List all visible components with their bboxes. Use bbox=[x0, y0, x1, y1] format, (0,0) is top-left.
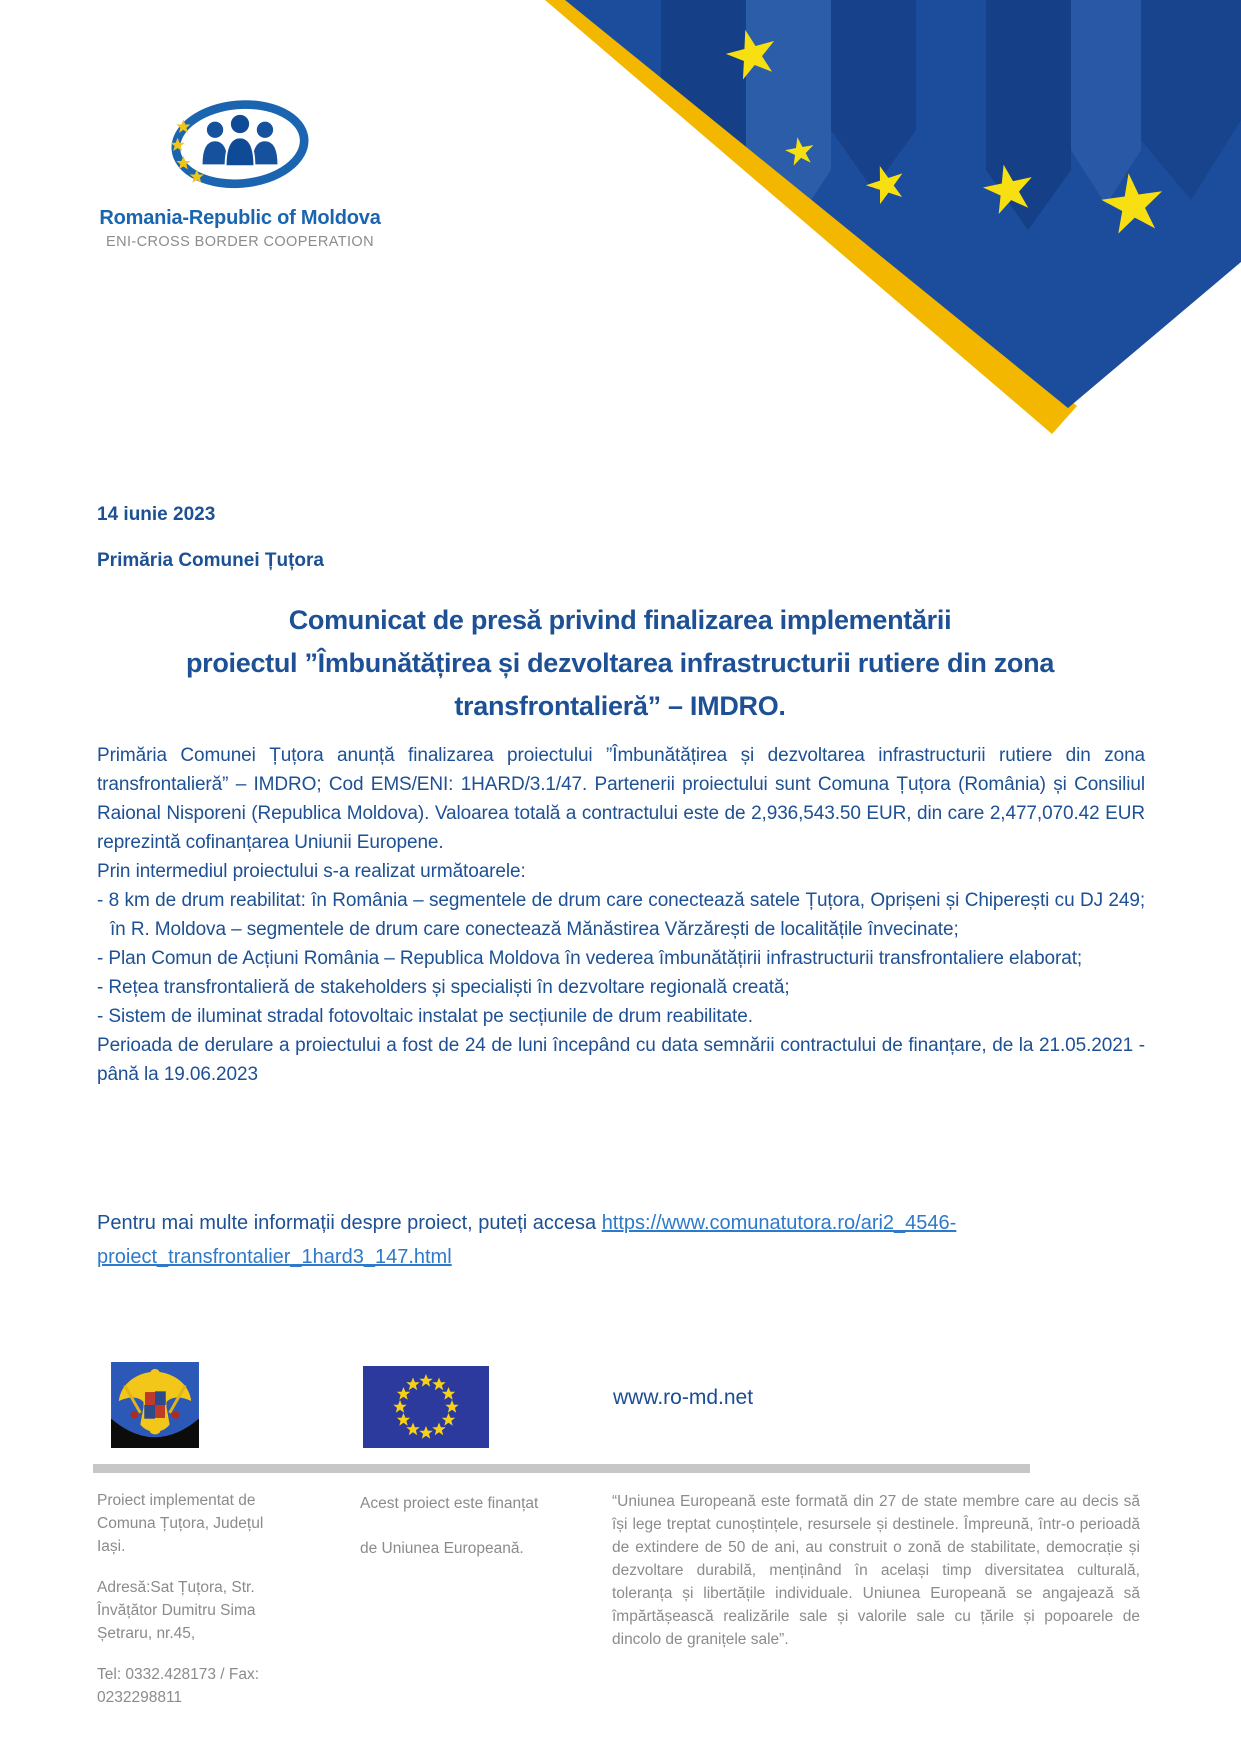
footer-address: Adresă:Sat Țuțora, Str. Învățător Dumitru Sima Șetraru, nr.45, bbox=[97, 1579, 256, 1642]
footer-text: de Uniunea Europeană. bbox=[360, 1540, 524, 1557]
footer-text: Acest proiect este finanțat bbox=[360, 1495, 539, 1512]
bullet-item: - Rețea transfrontalieră de stakeholders și specialiști în dezvoltare regională creată; bbox=[97, 977, 790, 998]
footer-phone: Tel: 0332.428173 / Fax: 0232298811 bbox=[97, 1666, 260, 1706]
program-logo-block bbox=[95, 100, 385, 250]
program-logo-subtitle: ENI-CROSS BORDER COOPERATION bbox=[106, 234, 374, 250]
bullet-item: - 8 km de drum reabilitat: în România – segmentele de drum care conectează satele Țuțora, Oprișeni și Chiperești cu DJ 249; în R. Moldova – segmentele de drum care conectează Mănăstirea Vărzărești de localitățile învecinate; bbox=[97, 890, 1145, 940]
more-info-paragraph bbox=[97, 1206, 1145, 1274]
date-line: 14 iunie 2023 bbox=[97, 504, 216, 525]
body-paragraph: Perioada de derulare a proiectului a fost de 24 de luni începând cu data semnării contractului de finanțare, de la 21.05.2021 - până la 19.06.2023 bbox=[97, 1035, 1145, 1085]
website-url: www.ro-md.net bbox=[613, 1386, 754, 1409]
footer-funding-column bbox=[360, 1492, 570, 1560]
footer-implementer-column bbox=[97, 1489, 287, 1727]
link-intro-text: Pentru mai multe informații despre proiect, puteți accesa bbox=[97, 1212, 602, 1234]
organization-name: Primăria Comunei Țuțora bbox=[97, 550, 324, 571]
romania-coat-of-arms bbox=[110, 1362, 200, 1448]
title-line-3: transfrontalieră” – IMDRO. bbox=[454, 691, 786, 721]
program-logo-icon bbox=[165, 100, 315, 196]
footer-eu-quote: “Uniunea Europeană este formată din 27 de state membre care au decis să își lege treptat cunoștințele, resursele și destinele. Împreună, într-o perioadă de extindere de 50 de ani, au construit o zonă de stabilitate, democrație și dezvoltare durabilă, menținând în același timp diversitatea culturală, toleranța și libertățile individuale. Uniunea Europeană se angajează să împărtășească realizările sale și valorile sale cu țările și popoarele de dincolo de granițele sale”. bbox=[612, 1493, 1140, 1648]
eu-flag bbox=[363, 1366, 489, 1448]
footer-text: Proiect implementat de Comuna Țuțora, Județul Iași. bbox=[97, 1492, 264, 1555]
project-link[interactable]: https://www.comunatutora.ro/ari2_4546-proiect_transfrontalier_1hard3_147.html bbox=[97, 1212, 957, 1268]
bullet-item: - Plan Comun de Acțiuni România – Republica Moldova în vederea îmbunătățirii infrastructurii transfrontaliere elaborat; bbox=[97, 948, 1083, 969]
title-line-2: proiectul ”Îmbunătățirea și dezvoltarea infrastructurii rutiere din zona bbox=[185, 648, 1055, 678]
body-paragraph: Primăria Comunei Țuțora anunță finalizarea proiectului ”Îmbunătățirea și dezvoltarea infrastructurii rutiere din zona transfrontalieră” – IMDRO; Cod EMS/ENI: 1HARD/3.1/47. Partenerii proiectului sunt Comuna Țuțora (România) și Consiliul Raional Nisporeni (Republica Moldova). Valoarea totală a contractului este de 2,936,543.50 EUR, din care 2,477,070.42 EUR reprezintă cofinanțarea Uniunii Europene. bbox=[97, 745, 1145, 853]
press-release-title bbox=[96, 599, 1144, 728]
bullet-item: - Sistem de iluminat stradal fotovoltaic instalat pe secțiunile de drum reabilitate. bbox=[97, 1006, 753, 1027]
body-paragraph: Prin intermediul proiectului s-a realizat următoarele: bbox=[97, 861, 526, 882]
program-logo-title: Romania-Republic of Moldova bbox=[99, 207, 381, 229]
footer-divider bbox=[93, 1464, 1030, 1473]
body-text bbox=[97, 741, 1145, 1089]
eu-corner-decoration bbox=[531, 0, 1241, 440]
title-line-1: Comunicat de presă privind finalizarea implementării bbox=[288, 605, 952, 635]
